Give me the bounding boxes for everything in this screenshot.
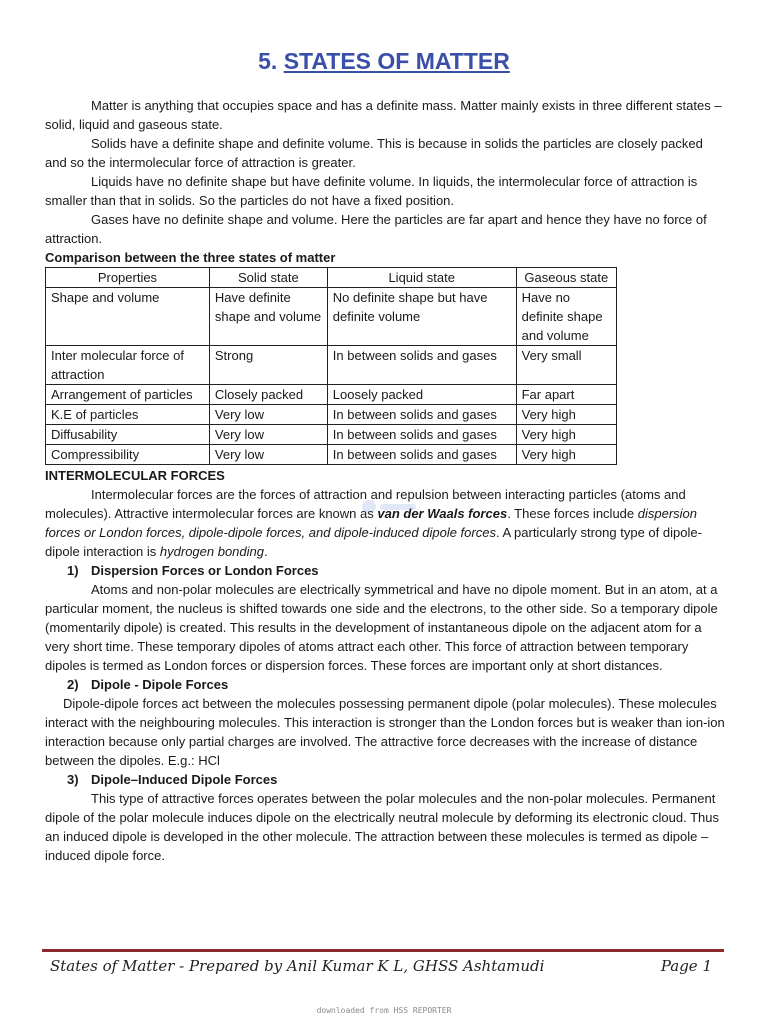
watermark-logo-icon — [360, 498, 420, 516]
hydrogen-bonding-term: hydrogen bonding — [159, 544, 264, 559]
table-row — [46, 346, 617, 385]
section-title: Dipole–Induced Dipole Forces — [91, 772, 278, 787]
section-text-induced-dipole: This type of attractive forces operates between the polar molecules and the non-polar molecules. Permanent dipole of the polar molecule induces dipole on the electrically neutral molecule by deforming its electronic cloud. Thus an induced dipole is developed in the other molecule. The attraction between these molecules is termed as dipole – induced dipole force. — [45, 791, 719, 863]
table-cell: Closely packed — [209, 385, 327, 405]
download-note: downloaded from HSS REPORTER — [316, 1006, 452, 1015]
section-number: 2) — [67, 677, 79, 692]
section-text-dispersion: Atoms and non-polar molecules are electrically symmetrical and have no dipole moment. But in an atom, at a particular moment, the nucleus is shifted towards one side and the electrons, to the other side. So a temporary dipole (momentarily dipole) is created. This results in the development of instantaneous dipole on the adjacent atom for a very short time. These temporary dipoles of atoms attract each other. This force of attraction between temporary dipoles is termed as London forces or dispersion forces. These forces are important only at short distances. — [45, 582, 718, 673]
intro-paragraph-1: Matter is anything that occupies space and has a definite mass. Matter mainly exists in three different states – solid, liquid and gaseous state. — [45, 98, 722, 132]
section-heading-dispersion — [45, 561, 725, 580]
table-cell: In between solids and gases — [327, 445, 516, 465]
section-heading-induced-dipole — [45, 770, 725, 789]
intro-paragraph-3: Liquids have no definite shape but have definite volume. In liquids, the intermolecular force of attraction is smaller than that in solids. So the particles do not have a fixed position. — [45, 174, 698, 208]
table-row — [46, 288, 617, 346]
intermolecular-heading: INTERMOLECULAR FORCES — [45, 468, 225, 483]
table-cell: Have no definite shape and volume — [516, 288, 616, 346]
table-cell: Compressibility — [46, 445, 210, 465]
table-cell: Have definite shape and volume — [209, 288, 327, 346]
intermolecular-paragraph — [45, 485, 725, 561]
section-number: 1) — [67, 563, 79, 578]
table-cell: Very low — [209, 425, 327, 445]
page-number: Page 1 — [660, 957, 712, 975]
footer-credit: States of Matter - Prepared by Anil Kumar K L, GHSS Ashtamudi — [50, 957, 545, 975]
table-cell: Very low — [209, 445, 327, 465]
table-row — [46, 385, 617, 405]
table-cell: Very high — [516, 445, 616, 465]
van-der-waals-term: van der Waals forces — [377, 506, 508, 521]
table-cell: Far apart — [516, 385, 616, 405]
intro-paragraph-2: Solids have a definite shape and definite volume. This is because in solids the particles are closely packed and so the intermolecular force of attraction is greater. — [45, 136, 703, 170]
comparison-table — [45, 267, 617, 465]
table-cell: In between solids and gases — [327, 405, 516, 425]
text-run: . These forces include — [507, 506, 638, 521]
section-text-dipole-dipole: Dipole-dipole forces act between the molecules possessing permanent dipole (polar molecules). These molecules interact with the neighbouring molecules. This interaction is stronger than the London forces but is weaker than ion-ion interaction because only partial charges are involved. The attractive force decreases with the increase of distance between the dipoles. E.g.: HCl — [45, 696, 725, 768]
table-cell: Shape and volume — [46, 288, 210, 346]
footer-rule — [42, 949, 724, 952]
table-cell: Very high — [516, 405, 616, 425]
page-title — [0, 48, 768, 75]
table-cell: No definite shape but have definite volume — [327, 288, 516, 346]
intro-paragraph-4: Gases have no definite shape and volume. Here the particles are far apart and hence they have no force of attraction. — [45, 212, 707, 246]
header-liquid: Liquid state — [327, 268, 516, 288]
comparison-heading: Comparison between the three states of matter — [45, 250, 336, 265]
header-properties: Properties — [46, 268, 210, 288]
table-cell: Very small — [516, 346, 616, 385]
table-row — [46, 425, 617, 445]
table-cell: K.E of particles — [46, 405, 210, 425]
text-run: . A particularly strong type of dipole-dipole interaction is — [45, 525, 702, 559]
table-cell: Inter molecular force of attraction — [46, 346, 210, 385]
table-row — [46, 405, 617, 425]
table-header-row — [46, 268, 617, 288]
table-cell: Strong — [209, 346, 327, 385]
title-number: 5. — [258, 48, 278, 74]
section-number: 3) — [67, 772, 79, 787]
table-cell: Arrangement of particles — [46, 385, 210, 405]
section-title: Dispersion Forces or London Forces — [91, 563, 319, 578]
table-cell: Diffusability — [46, 425, 210, 445]
text-run: Intermolecular forces are the forces of attraction and repulsion between interacting particles (atoms and molecules). Attractive intermolecular forces are known as — [45, 487, 686, 521]
table-cell: Loosely packed — [327, 385, 516, 405]
table-cell: In between solids and gases — [327, 425, 516, 445]
table-row — [46, 445, 617, 465]
header-gaseous: Gaseous state — [516, 268, 616, 288]
forces-list-term: dispersion forces or London forces, dipole-dipole forces, and dipole-induced dipole forces — [45, 506, 698, 540]
section-title: Dipole - Dipole Forces — [91, 677, 229, 692]
section-heading-dipole-dipole — [45, 675, 725, 694]
text-run: . — [264, 544, 268, 559]
header-solid: Solid state — [209, 268, 327, 288]
table-cell: In between solids and gases — [327, 346, 516, 385]
table-cell: Very high — [516, 425, 616, 445]
document-body — [45, 96, 725, 865]
title-text: STATES OF MATTER — [283, 48, 510, 74]
table-cell: Very low — [209, 405, 327, 425]
